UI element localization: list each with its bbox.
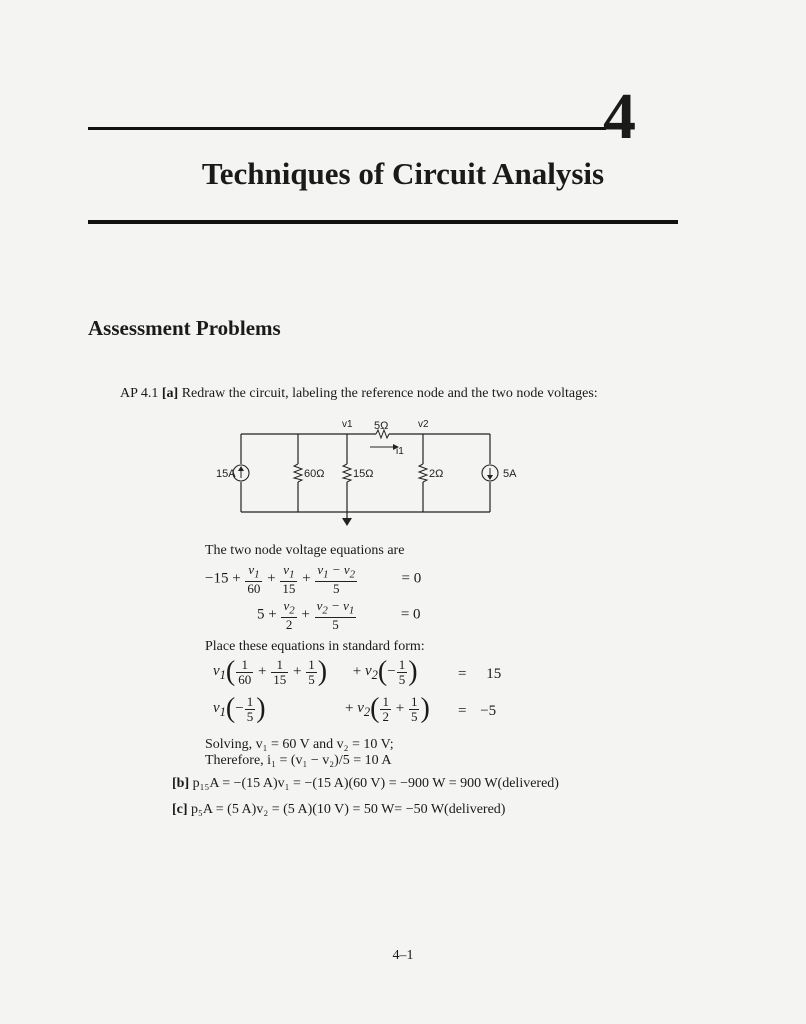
eq1-rhs: = 0	[401, 570, 422, 587]
section-title: Assessment Problems	[88, 316, 281, 340]
chapter-number: 4	[603, 80, 636, 153]
circuit-diagram	[210, 412, 517, 532]
node-v2-label: v2	[418, 419, 429, 430]
standard-equation-1: $v_1$( $\frac{1}{60}$ + $\frac{1}{15}$ + $\frac{1}{5}$ ) + $v_2(-$ $\frac{1}{5}$ )	[213, 656, 418, 687]
std2-value: −5	[480, 703, 497, 719]
current-i1-label: i1	[396, 446, 404, 457]
part-c-label: [c]	[172, 802, 188, 817]
resistor-2ohm	[419, 464, 427, 482]
chapter-title: Techniques of Circuit Analysis	[201, 156, 605, 191]
part-b-label: [b]	[172, 776, 190, 791]
solving-line: Solving, v₁ = 60 V and v₂ = 10 V;	[205, 737, 394, 752]
std1-rhs: = 15	[458, 666, 502, 682]
problem-label	[120, 386, 598, 402]
part-a-label: [a]	[161, 386, 179, 401]
r-series-label: 5Ω	[374, 420, 389, 432]
therefore-line: Therefore, i₁ = (v₁ − v₂)/5 = 10 A	[205, 753, 392, 768]
problem-intro: Redraw the circuit, labeling the reference node and the two node voltages:	[181, 386, 598, 401]
node-equations-intro: The two node voltage equations are	[205, 543, 405, 558]
problem-number: AP 4.1	[120, 386, 159, 401]
standard-equation-2: $v_1(-$ $\frac{1}{5}$ )	[213, 693, 266, 724]
part-c	[172, 802, 505, 818]
equation-1: −15 + $\frac{v_1}{60}$ + $\frac{v_1}{15}$ + $\frac{v_1 - v_2}{5}$ = 0	[205, 562, 422, 596]
part-b-text: p₁₅A = −(15 A)v₁ = −(15 A)(60 V) = −900 W = 900 W(delivered)	[192, 776, 559, 791]
r60-label: 60Ω	[304, 468, 325, 480]
resistor-60ohm	[294, 464, 302, 482]
eq2-rhs: = 0	[400, 606, 421, 623]
eq1-lead: −15 +	[205, 570, 241, 587]
r15-label: 15Ω	[353, 468, 374, 480]
standard-equation-2-rhs-part: + $v_2$( $\frac{1}{2}$ + $\frac{1}{5}$ )	[345, 693, 430, 724]
std1-value: 15	[486, 666, 502, 682]
chapter-bottom-rule	[88, 220, 678, 224]
equation-2: 5 + $\frac{v_2}{2}$ + $\frac{v_2 - v_1}{5}$ = 0	[257, 598, 421, 632]
source-5a-label: 5A	[503, 468, 517, 480]
page-number: 4–1	[392, 948, 414, 963]
std2-rhs: = −5	[458, 703, 497, 719]
r2-label: 2Ω	[429, 468, 444, 480]
standard-form-intro: Place these equations in standard form:	[205, 639, 425, 654]
part-c-text: p₅A = (5 A)v₂ = (5 A)(10 V) = 50 W= −50 W(delivered)	[191, 802, 506, 817]
chapter-top-rule	[88, 127, 606, 130]
part-b	[172, 776, 559, 792]
source-15a-label: 15A	[216, 468, 236, 480]
node-v1-label: v1	[342, 419, 353, 430]
resistor-15ohm	[343, 464, 351, 482]
eq2-lead: 5 +	[257, 606, 277, 623]
ground-symbol	[342, 518, 352, 526]
